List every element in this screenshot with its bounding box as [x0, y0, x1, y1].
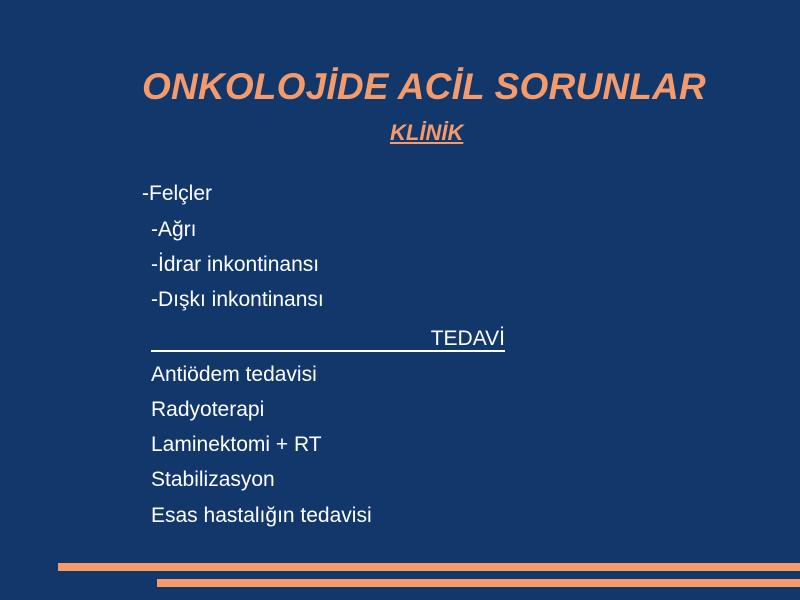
treatment-item: Stabilizasyon [151, 468, 275, 491]
treatment-item: Esas hastalığın tedavisi [151, 504, 372, 527]
treatment-item: Antiödem tedavisi [151, 363, 317, 386]
slide-subtitle: KLİNİK [390, 120, 464, 145]
treatment-heading: TEDAVİ [151, 328, 505, 352]
clinical-item: -Felçler [142, 182, 213, 205]
decorative-bar-bottom [157, 579, 800, 587]
clinical-item: -Dışkı inkontinansı [151, 288, 324, 311]
treatment-item: Radyoterapi [151, 398, 265, 421]
decorative-bar-top [58, 563, 800, 571]
clinical-item: -İdrar inkontinansı [151, 253, 320, 276]
slide-title: ONKOLOJİDE ACİL SORUNLAR [142, 66, 706, 107]
treatment-item: Laminektomi + RT [151, 433, 322, 456]
clinical-item: -Ağrı [151, 218, 197, 241]
